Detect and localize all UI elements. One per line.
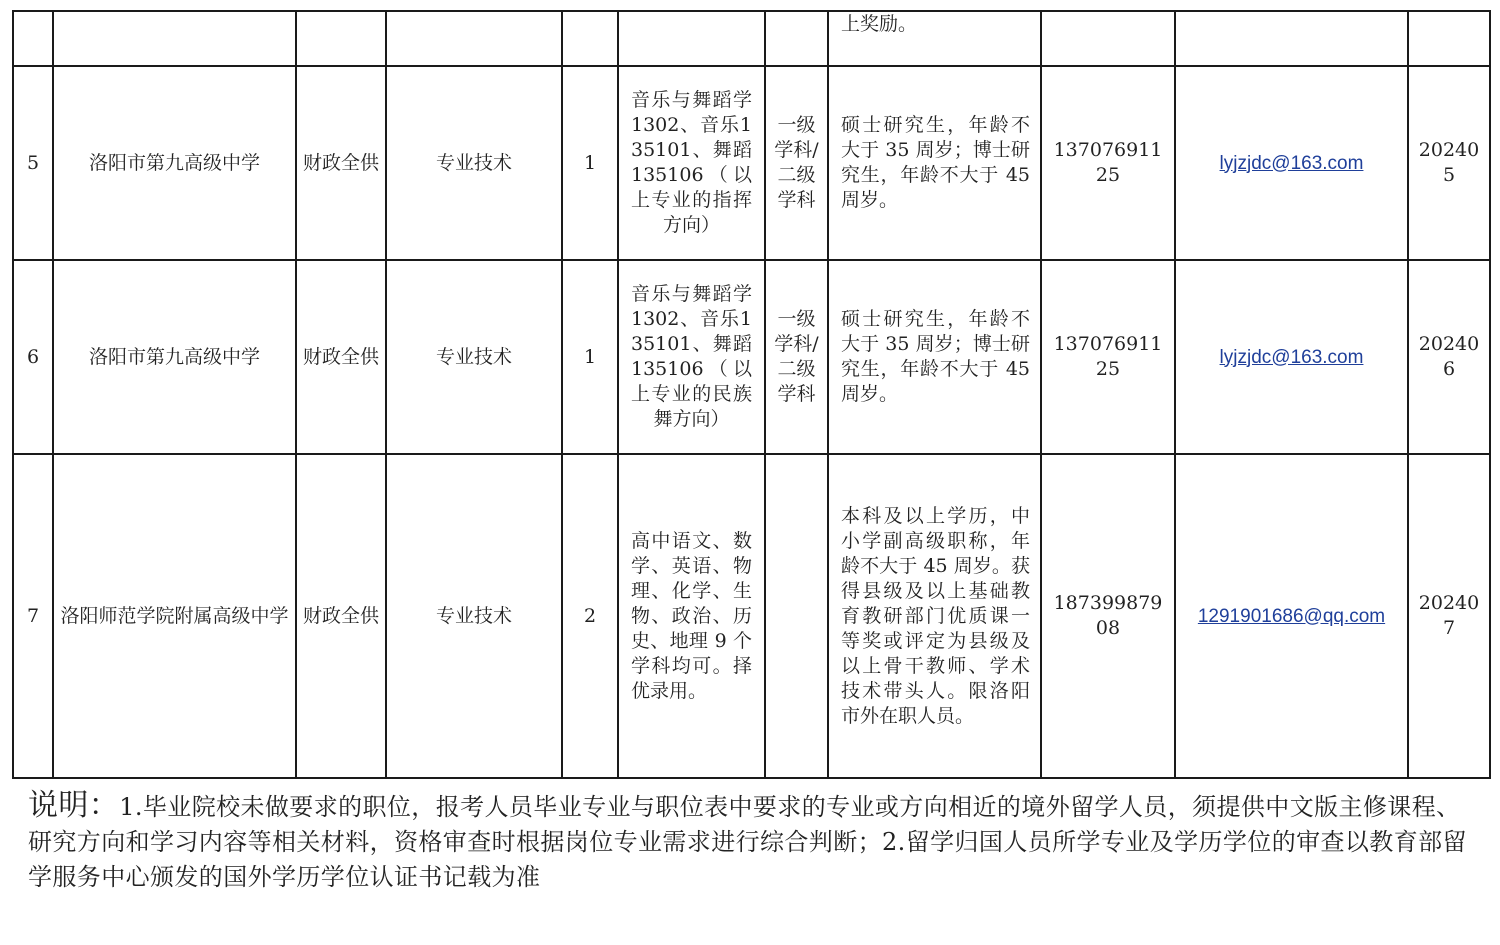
cell-count: 1	[562, 66, 618, 260]
email-link[interactable]: 1291901686@qq.com	[1197, 605, 1386, 627]
footnote-label: 说明：	[28, 788, 120, 823]
cell-phone	[1041, 11, 1175, 66]
cell-major: 高中语文、数学、英语、物理、化学、生物、政治、历史、地理 9 个学科均可。择优录用。	[618, 454, 765, 778]
cell-funding: 财政全供	[296, 260, 386, 454]
cell-unit: 洛阳市第九高级中学	[53, 66, 296, 260]
cell-code: 202406	[1408, 260, 1490, 454]
cell-unit: 洛阳师范学院附属高级中学	[53, 454, 296, 778]
cell-major	[618, 11, 765, 66]
footnote-paragraph	[28, 788, 1468, 895]
cell-email	[1175, 66, 1408, 260]
table-row	[13, 260, 1490, 454]
cell-phone: 13707691125	[1041, 260, 1175, 454]
recruitment-table	[12, 10, 1491, 779]
cell-requirement: 硕士研究生，年龄不大于 35 周岁；博士研究生，年龄不大于 45 周岁。	[828, 66, 1041, 260]
cell-index	[13, 11, 53, 66]
cell-count: 1	[562, 260, 618, 454]
email-link[interactable]: lyjzjdc@163.com	[1219, 152, 1364, 174]
footnote-text: 1.毕业院校未做要求的职位，报考人员毕业专业与职位表中要求的专业或方向相近的境外留学人员，须提供中文版主修课程、研究方向和学习内容等相关材料，资格审查时根据岗位专业需求进行综合判断；2.留学归国人员所学专业及学历学位的审查以教育部留学服务中心颁发的国外学历学位认证书记载为准	[28, 793, 1467, 891]
cell-funding: 财政全供	[296, 66, 386, 260]
cell-index: 7	[13, 454, 53, 778]
cell-requirement	[828, 11, 1041, 66]
cell-post-type: 专业技术	[386, 454, 562, 778]
cell-requirement: 本科及以上学历，中小学副高级职称，年龄不大于 45 周岁。获得县级及以上基础教育教研部门优质课一等奖或评定为县级及以上骨干教师、学术技术带头人。限洛阳市外在职人员。	[828, 454, 1041, 778]
cell-funding	[296, 11, 386, 66]
email-link[interactable]: lyjzjdc@163.com	[1219, 346, 1364, 368]
cell-index: 5	[13, 66, 53, 260]
table-row-continued	[13, 11, 1490, 66]
cell-phone: 13707691125	[1041, 66, 1175, 260]
cell-email	[1175, 260, 1408, 454]
cell-level	[765, 11, 828, 66]
cell-unit	[53, 11, 296, 66]
cell-level	[765, 454, 828, 778]
table-row	[13, 454, 1490, 778]
cell-unit: 洛阳市第九高级中学	[53, 260, 296, 454]
cell-level: 一级学科/二级学科	[765, 66, 828, 260]
cell-email	[1175, 11, 1408, 66]
cell-post-type: 专业技术	[386, 260, 562, 454]
cell-major: 音乐与舞蹈学1302、音乐135101、舞蹈135106（以上专业的民族舞方向）	[618, 260, 765, 454]
cell-index: 6	[13, 260, 53, 454]
cell-code: 202407	[1408, 454, 1490, 778]
cell-phone: 18739987908	[1041, 454, 1175, 778]
cell-major: 音乐与舞蹈学1302、音乐135101、舞蹈135106（以上专业的指挥方向）	[618, 66, 765, 260]
requirement-text: 上奖励。	[841, 13, 918, 35]
cell-post-type: 专业技术	[386, 66, 562, 260]
table-row	[13, 66, 1490, 260]
cell-post-type	[386, 11, 562, 66]
cell-email	[1175, 454, 1408, 778]
cell-level: 一级学科/二级学科	[765, 260, 828, 454]
footnote	[28, 788, 1468, 895]
cell-count	[562, 11, 618, 66]
cell-code	[1408, 11, 1490, 66]
cell-requirement: 硕士研究生，年龄不大于 35 周岁；博士研究生，年龄不大于 45 周岁。	[828, 260, 1041, 454]
cell-code: 202405	[1408, 66, 1490, 260]
cell-count: 2	[562, 454, 618, 778]
cell-funding: 财政全供	[296, 454, 386, 778]
